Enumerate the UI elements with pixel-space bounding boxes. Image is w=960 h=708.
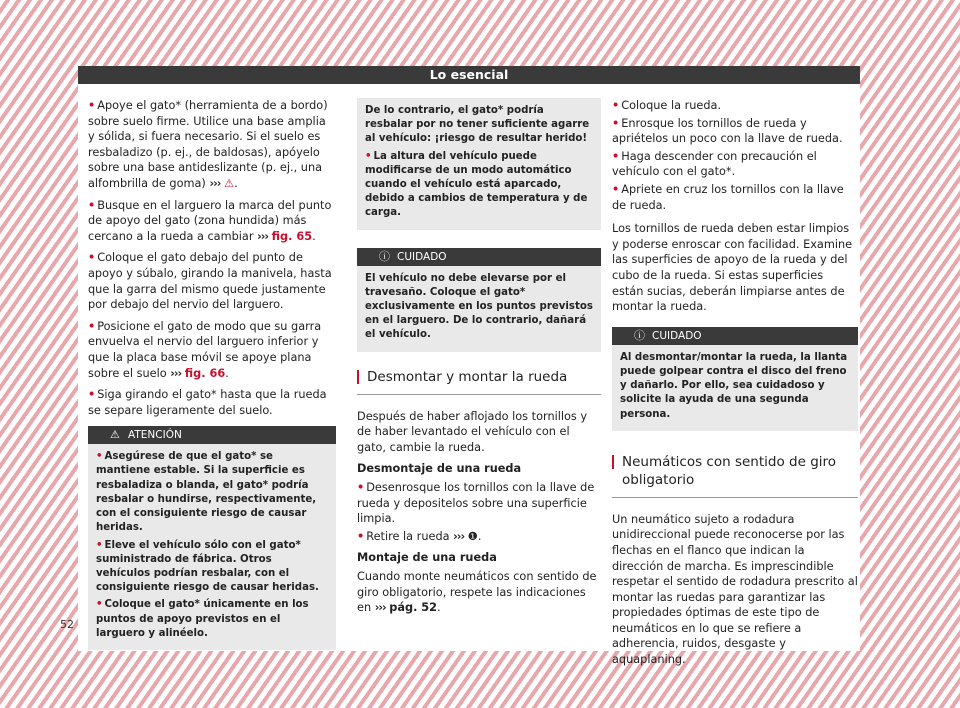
list-item: • Posicione el gato de modo que su garra envuelva el nervio del larguero inferior y que la placa base móvil se apoye plana sobre el suelo ››› fig. 66. — [88, 319, 322, 380]
list-item: • La altura del vehículo puede modificarse de un modo automático cuando el vehículo está aparcado, debido a cambios de temperatura y de carga. — [365, 150, 588, 219]
figure-link[interactable]: fig. 66 — [184, 366, 226, 380]
warning-body — [88, 444, 336, 650]
section-heading: Neumáticos con sentido de giro obligatorio — [612, 453, 858, 498]
bullet-icon: • — [96, 451, 103, 463]
list-item: • Apriete en cruz los tornillos con la llave de rueda. — [612, 182, 844, 212]
figure-link[interactable]: fig. 65 — [271, 229, 313, 243]
section-heading: Desmontar y montar la rueda — [357, 368, 601, 395]
list-item: • Retire la rueda ››› ❶. — [357, 529, 482, 543]
triple-chevron-icon: ››› — [257, 229, 269, 243]
page-number: 52 — [60, 618, 74, 631]
warning-header: ⚠ ATENCIÓN — [88, 426, 336, 444]
caution-body: Al desmontar/montar la rueda, la llanta puede golpear contra el disco del freno y dañarlo. Por ello, sea cuidadoso y solicite la ayuda de una segunda persona. — [620, 351, 848, 420]
subheading-desmontaje: Desmontaje de una rueda — [357, 462, 522, 476]
list-item: • Haga descender con precaución el vehículo con el gato*. — [612, 149, 817, 179]
bullet-icon: • — [357, 529, 365, 543]
list-item: • Enrosque los tornillos de rueda y apriételos un poco con la llave de rueda. — [612, 116, 843, 146]
triple-chevron-icon: ››› — [209, 176, 221, 190]
warning-triangle-icon: ⚠ — [110, 428, 120, 442]
list-item: • Siga girando el gato* hasta que la rueda se separe ligeramente del suelo. — [88, 388, 327, 417]
caution-box — [612, 327, 858, 431]
bullet-icon: • — [612, 182, 620, 196]
bullet-icon: • — [88, 198, 96, 212]
column-2 — [357, 98, 601, 622]
bullet-icon: • — [612, 116, 620, 130]
intro-paragraph: Después de haber aflojado los tornillos y de haber levantado el vehículo con el gato, cambie la rueda. — [357, 409, 588, 454]
subheading-montaje: Montaje de una rueda — [357, 551, 497, 565]
triple-chevron-icon: ››› — [374, 601, 386, 615]
caution-body: El vehículo no debe elevarse por el travesaño. Coloque el gato* exclusivamente en los puntos previstos en el larguero. De lo contrario, dañará el vehículo. — [365, 272, 593, 341]
list-item: • Busque en el larguero la marca del punto de apoyo del gato (zona hundida) más cercano a la rueda a cambiar ››› fig. 65. — [88, 198, 332, 243]
bullet-icon: • — [96, 599, 103, 611]
caution-header: ⓘ CUIDADO — [357, 248, 601, 266]
list-item: • Desenrosque los tornillos con la llave de rueda y depositelos sobre una superficie limpia. — [357, 481, 595, 526]
list-item: • Asegúrese de que el gato* se mantiene estable. Si la superficie es resbaladiza o blanda, el gato* podría resbalar o hundirse, respectivamente, con el consiguiente riesgo de causar heridas. — [96, 451, 317, 534]
column-3 — [612, 98, 858, 674]
warning-continuation: De lo contrario, el gato* podría resbalar por no tener suficiente agarre al vehículo: ¡riesgo de resultar herido! • La altura del vehículo puede modificarse de un modo automático cuando el vehículo está aparcado, debido a cambios de temperatura y de carga. — [357, 98, 601, 230]
caution-header: ⓘ CUIDADO — [612, 327, 858, 345]
numbered-circle-icon: ❶ — [467, 529, 478, 543]
page-header: Lo esencial — [78, 66, 860, 84]
warning-triangle-icon: ⚠ — [224, 176, 235, 190]
bullet-icon: • — [88, 251, 96, 265]
bullet-icon: • — [88, 319, 96, 333]
column-1 — [88, 98, 336, 660]
info-circle-icon: ⓘ — [379, 249, 390, 263]
page-link[interactable]: pág. 52 — [389, 601, 438, 615]
montaje-paragraph: Cuando monte neumáticos con sentido de giro obligatorio, respete las indicaciones en ››› pág. 52. — [357, 569, 597, 615]
bullet-icon: • — [612, 149, 620, 163]
paragraph: Un neumático sujeto a rodadura unidireccional puede reconocerse por las flechas en el flanco que indican la dirección de marcha. Es imprescindible respetar el sentido de rodadura prescrito al montar las ruedas para garantizar las propiedades óptimas de este tipo de neumáticos en lo que se refiere a adherencia, ruidos, desgaste y aquaplaning. — [612, 512, 858, 667]
caution-box — [357, 248, 601, 352]
list-item: • Coloque el gato* únicamente en los puntos de apoyo previstos en el larguero y alinéelo. — [96, 599, 309, 639]
bullet-icon: • — [88, 99, 96, 112]
bullet-icon: • — [88, 388, 96, 402]
paragraph: Los tornillos de rueda deben estar limpios y poderse enroscar con facilidad. Examine las superficies de apoyo de la rueda y del cubo de la rueda. Si estas superficies están sucias, deberán limpiarse antes de montar la rueda. — [612, 222, 853, 314]
bullet-icon: • — [612, 99, 620, 112]
bullet-icon: • — [96, 539, 103, 551]
list-item: • Coloque el gato debajo del punto de apoyo y súbalo, girando la manivela, hasta que la garra del mismo quede justamente por debajo del nervio del larguero. — [88, 251, 332, 312]
list-item: • Coloque la rueda. — [612, 99, 722, 112]
triple-chevron-icon: ››› — [453, 529, 465, 543]
triple-chevron-icon: ››› — [170, 366, 182, 380]
info-circle-icon: ⓘ — [634, 328, 645, 342]
bullet-icon: • — [357, 481, 365, 495]
list-item: • Eleve el vehículo sólo con el gato* suministrado de fábrica. Otros vehículos podrían resbalar, con el consiguiente riesgo de causar heridas. — [96, 539, 319, 594]
bullet-icon: • — [365, 150, 372, 162]
list-item: • Apoye el gato* (herramienta de a bordo) sobre suelo firme. Utilice una base amplia y sólida, si fuera necesario. Si el suelo es resbaladizo (p. ej., de baldosas), apóyelo sobre una base antideslizante (p. ej., una alfombrilla de goma) ››› ⚠. — [88, 99, 328, 190]
warning-box — [88, 426, 336, 650]
